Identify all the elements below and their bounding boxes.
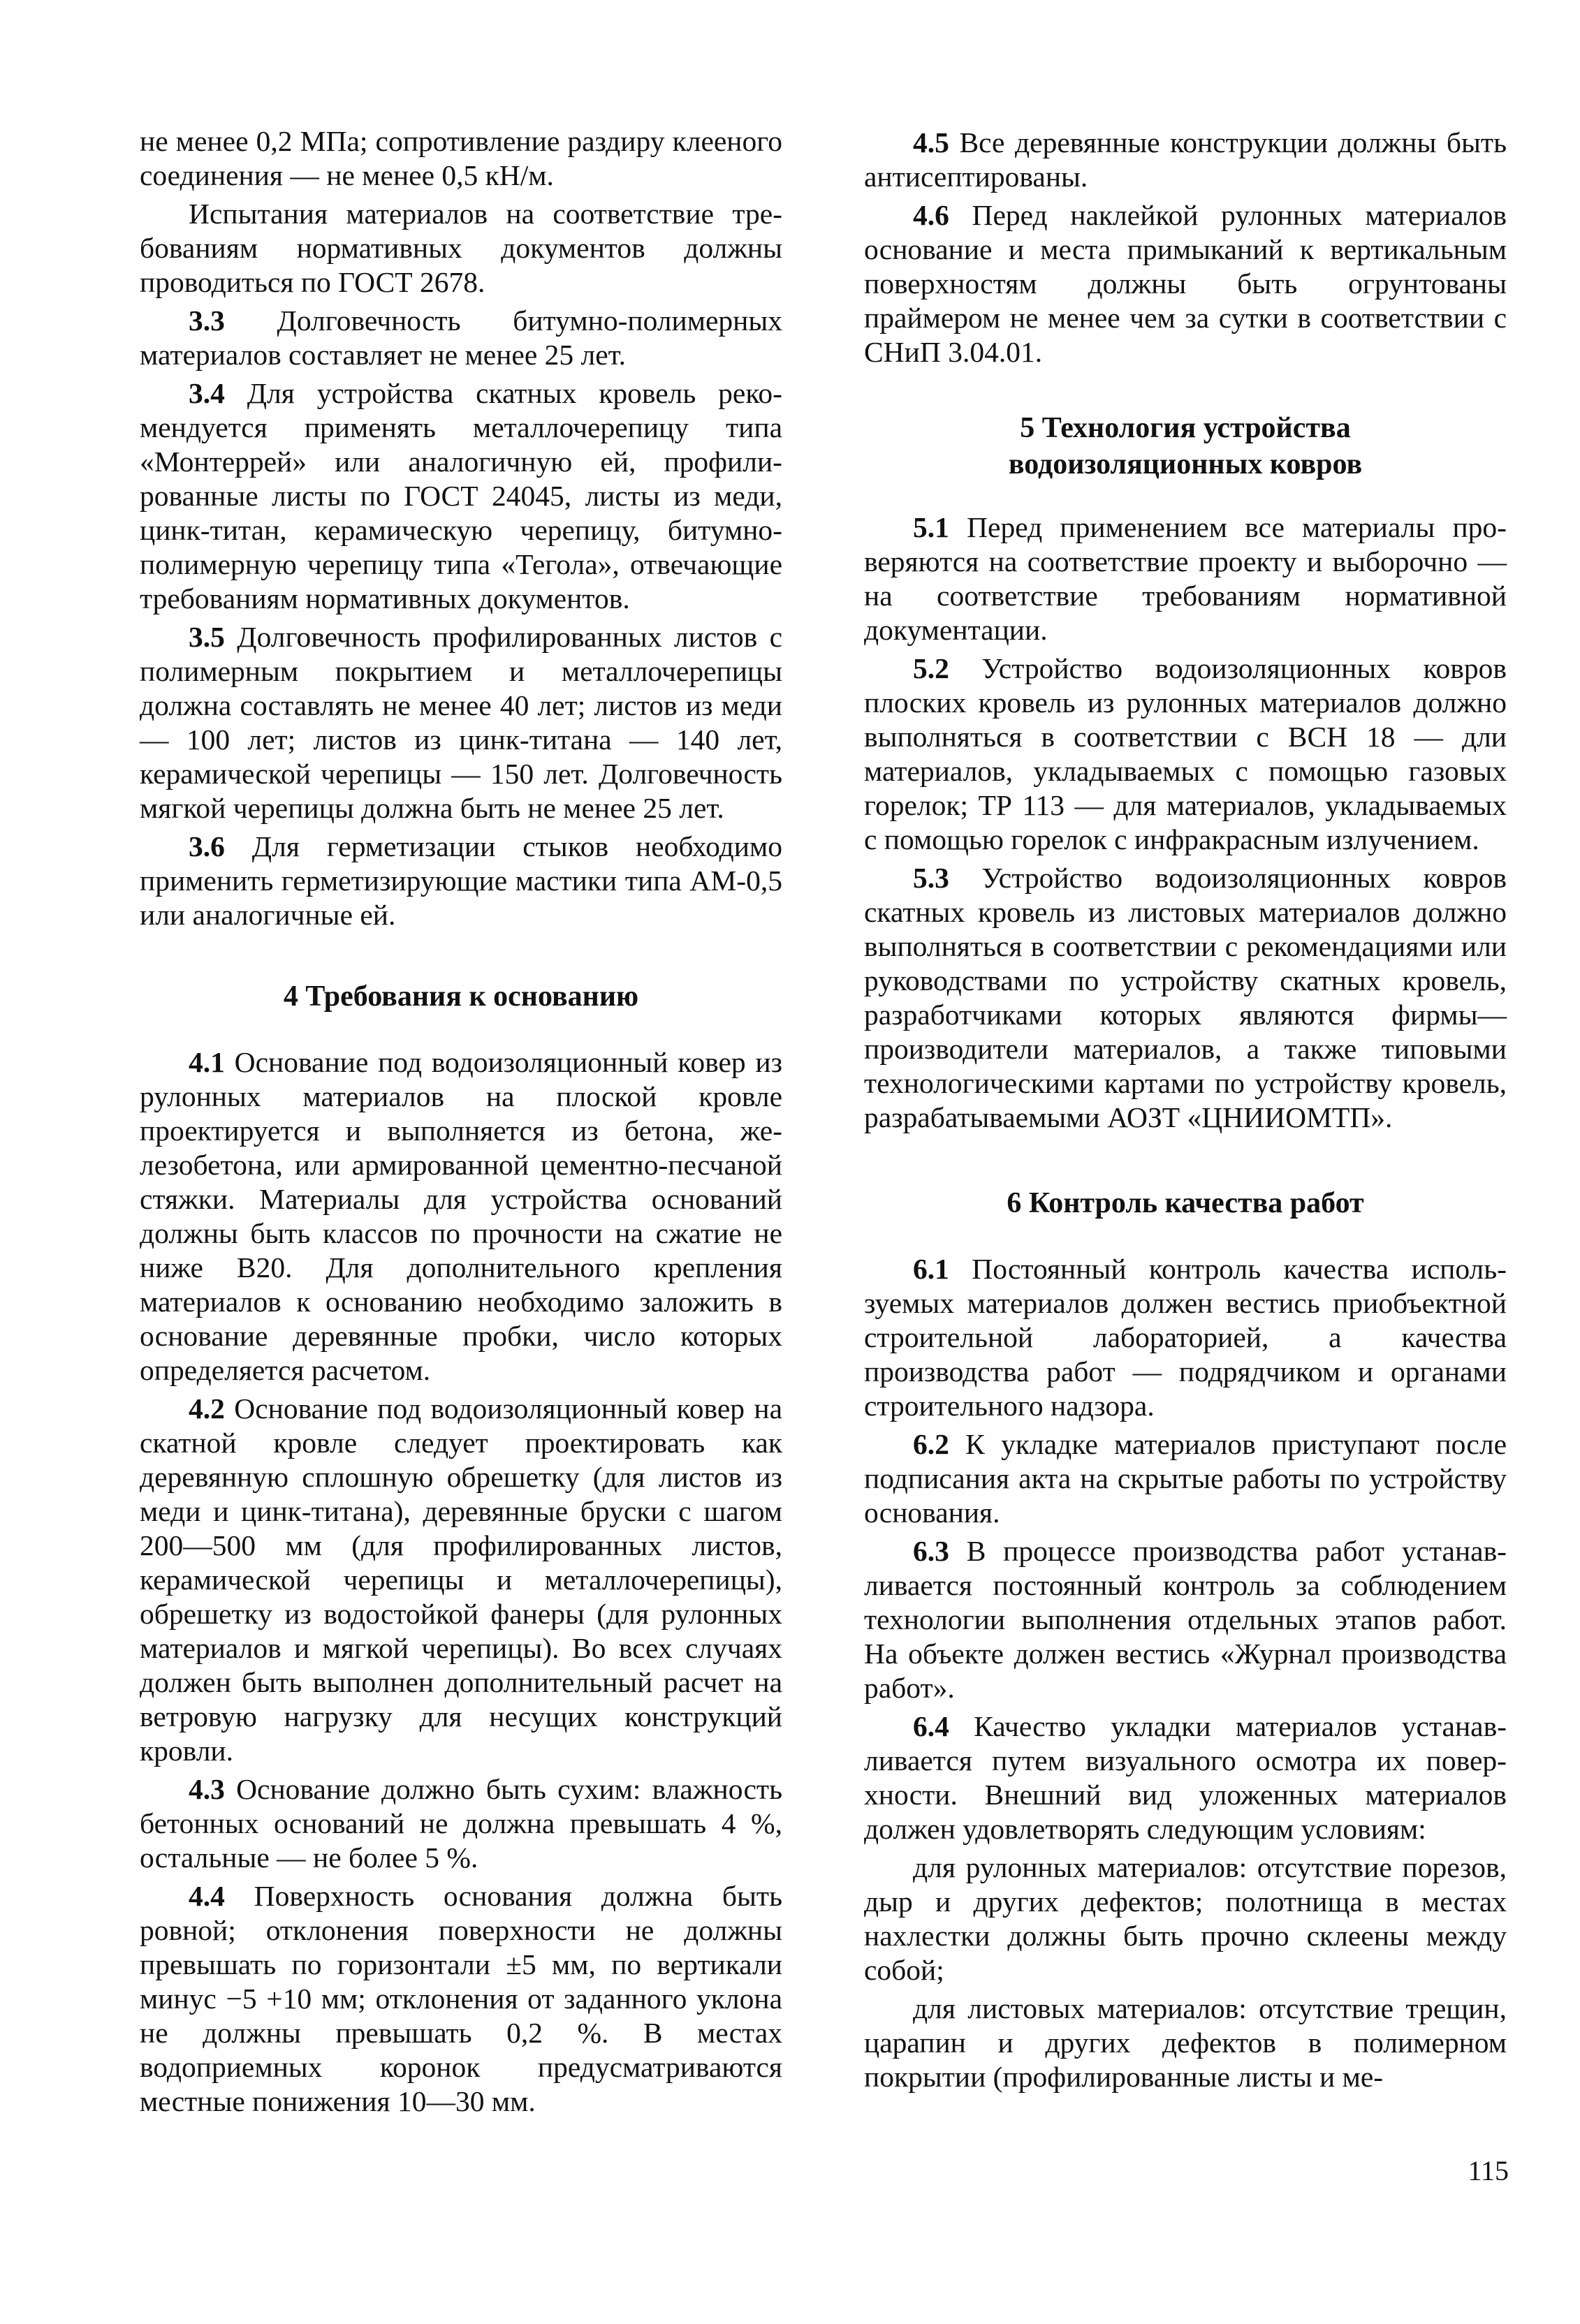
clause-text: Все деревянные конструкции должны быть антисептированы. <box>864 126 1507 193</box>
clause-number: 3.6 <box>189 830 225 862</box>
clause-number: 3.5 <box>189 621 225 653</box>
paragraph <box>140 830 782 932</box>
paragraph <box>864 1427 1507 1530</box>
paragraph <box>140 304 782 372</box>
heading-line: водоизоляционных ковров <box>1008 448 1363 480</box>
clause-number: 3.3 <box>189 304 225 337</box>
clause-text: Поверхность основания должна быть ровной; отклонения поверхности не должны превышать по горизонтали ±5 мм, по вертикали минус −5 +10 мм; отклонения от заданного уклона не должны превышать 0,2 %. В местах водоприемных коронок предусматриваются местные понижения 10—30 мм. <box>140 1880 782 2117</box>
paragraph <box>864 510 1507 647</box>
clause-text: Долговечность битумно-полимерных материалов составляет не менее 25 лет. <box>140 304 782 371</box>
paragraph <box>140 1392 782 1768</box>
clause-text: Основание под водоизоляционный ковер на скатной кровле следует проектировать как деревянную сплошную обрешетку (для листов из меди и цинк-титана), деревянные бруски с шагом 200—500 мм (для профилированных листов, керамической черепицы и металлочерепицы), обрешетку из водостойкой фанеры (для рулонных материалов и мягкой черепицы). Во всех случаях должен быть выполнен дополнительный расчет на ветровую нагрузку для несущих конструкций кровли. <box>140 1392 782 1767</box>
clause-text: Постоянный контроль качества используемых материалов должен вестись приобъектной строительной лабораторией, а качества производства работ — подрядчиком и органами строительного надзора. <box>864 1253 1507 1422</box>
section-heading-6: 6 Контроль качества работ <box>1007 1187 1364 1219</box>
clause-text: Перед наклейкой рулонных материалов основание и места примыканий к вертикальным поверхностям должны быть огрунтованы праймером не менее чем за сутки в соответствии с СНиП 3.04.01. <box>864 199 1507 368</box>
clause-number: 5.1 <box>913 511 949 543</box>
paragraph <box>864 1709 1507 1846</box>
paragraph <box>140 1045 782 1388</box>
clause-number: 6.4 <box>913 1710 949 1742</box>
paragraph <box>864 1534 1507 1705</box>
clause-text: В процессе производства работ устанавливается постоянный контроль за соблюдением технологии выполнения отдельных этапов работ. На объекте должен вестись «Журнал производства работ». <box>864 1535 1507 1704</box>
paragraph <box>140 1879 782 2119</box>
page-number: 115 <box>1468 2155 1509 2186</box>
right-column <box>864 126 1507 2098</box>
clause-number: 5.3 <box>913 862 949 894</box>
clause-text: Качество укладки материалов устанавливается путем визуального осмотра их поверхности. Внешний вид уложенных материалов должен удовлетворять следующим условиям: <box>864 1710 1507 1845</box>
clause-text: Устройство водоизоляционных ковров плоских кровель из рулонных материалов должно выполняться в соответствии с ВСН 18 — дли материалов, укладываемых с помощью газовых горелок; ТР 113 — для материалов, укладываемых с помощью горелок с инфракрасным излучением. <box>864 652 1507 855</box>
heading-line: 5 Технология устройства <box>1020 412 1351 444</box>
clause-number: 4.3 <box>189 1773 225 1805</box>
clause-number: 4.5 <box>913 126 949 159</box>
clause-number: 4.6 <box>913 199 949 231</box>
clause-number: 6.2 <box>913 1428 949 1460</box>
clause-number: 4.4 <box>189 1880 225 1912</box>
clause-number: 4.2 <box>189 1392 225 1425</box>
clause-text: Долговечность профилированных листов с полимерным покрытием и металлочерепицы должна составлять не менее 40 лет; листов из меди — 100 лет; листов из цинк-титана — 140 лет, керамической черепицы — 150 лет. Долговечность мягкой черепицы должна быть не менее 25 лет. <box>140 621 782 824</box>
clause-text: Основание под водоизоляционный ковер из рулонных материалов на плоской кровле проектируется и выполняется из бетона, железобетона, или армированной цементно-песчаной стяжки. Материалы для устройства оснований должны быть классов по прочности на сжатие не ниже В20. Для дополнительного крепления материалов к основанию необходимо заложить в основание деревянные пробки, число которых определяется расчетом. <box>140 1046 782 1386</box>
section-heading-5 <box>864 410 1507 483</box>
clause-text: Основание должно быть сухим: влажность бетонных оснований не должна превышать 4 %, остальные — не более 5 %. <box>140 1773 782 1874</box>
paragraph <box>864 652 1507 857</box>
paragraph <box>864 198 1507 369</box>
paragraph: для рулонных материалов: отсутствие порезов, дыр и других дефектов; полотнища в местах нахлестки должны быть прочно склеены между собой; <box>864 1851 1507 1986</box>
clause-text: Для устройства скатных кровель рекомендуется применять металлочерепицу типа «Монтеррей» или аналогичную ей, профилированные листы по ГОСТ 24045, листы из меди, цинк-титан, керамическую черепицу, битумно-полимерную черепицу типа «Тегола», отвечающие требованиям нормативных документов. <box>140 377 782 615</box>
paragraph <box>864 126 1507 194</box>
clause-number: 6.3 <box>913 1535 949 1567</box>
paragraph: Испытания материалов на соответствие требованиям нормативных документов должны проводиться по ГОСТ 2678. <box>140 198 782 298</box>
paragraph <box>140 620 782 825</box>
clause-text: Для герметизации стыков необходимо применить герметизирующие мастики типа АМ-0,5 или аналогичные ей. <box>140 830 782 931</box>
section-heading-4: 4 Требования к основанию <box>283 980 639 1013</box>
paragraph: для листовых материалов: отсутствие трещин, царапин и других дефектов в полимерном покрытии (профилированные листы и ме- <box>864 1992 1507 2093</box>
paragraph <box>864 1252 1507 1423</box>
clause-text: Устройство водоизоляционных ковров скатных кровель из листовых материалов должно выполняться в соответствии с рекомендациями или руководствами по устройству скатных кровель, разработчиками которых являются фирмы—производители материалов, а также типовыми технологическими картами по устройству кровель, разрабатываемыми АОЗТ «ЦНИИОМТП». <box>864 862 1507 1133</box>
clause-number: 3.4 <box>189 377 225 409</box>
paragraph: не менее 0,2 МПа; сопротивление раздиру клееного соединения — не менее 0,5 кН/м. <box>140 125 782 191</box>
clause-number: 4.1 <box>189 1046 225 1078</box>
paragraph <box>140 1772 782 1875</box>
paragraph <box>140 376 782 616</box>
clause-text: Перед применением все материалы проверяются на соответствие проекту и выборочно — на соответствие требованиям нормативной документации. <box>864 511 1507 646</box>
paragraph <box>864 861 1507 1135</box>
left-column <box>140 124 782 2123</box>
clause-number: 6.1 <box>913 1253 949 1285</box>
clause-number: 5.2 <box>913 652 949 684</box>
clause-text: К укладке материалов приступают после подписания акта на скрытые работы по устройству основания. <box>864 1428 1507 1529</box>
